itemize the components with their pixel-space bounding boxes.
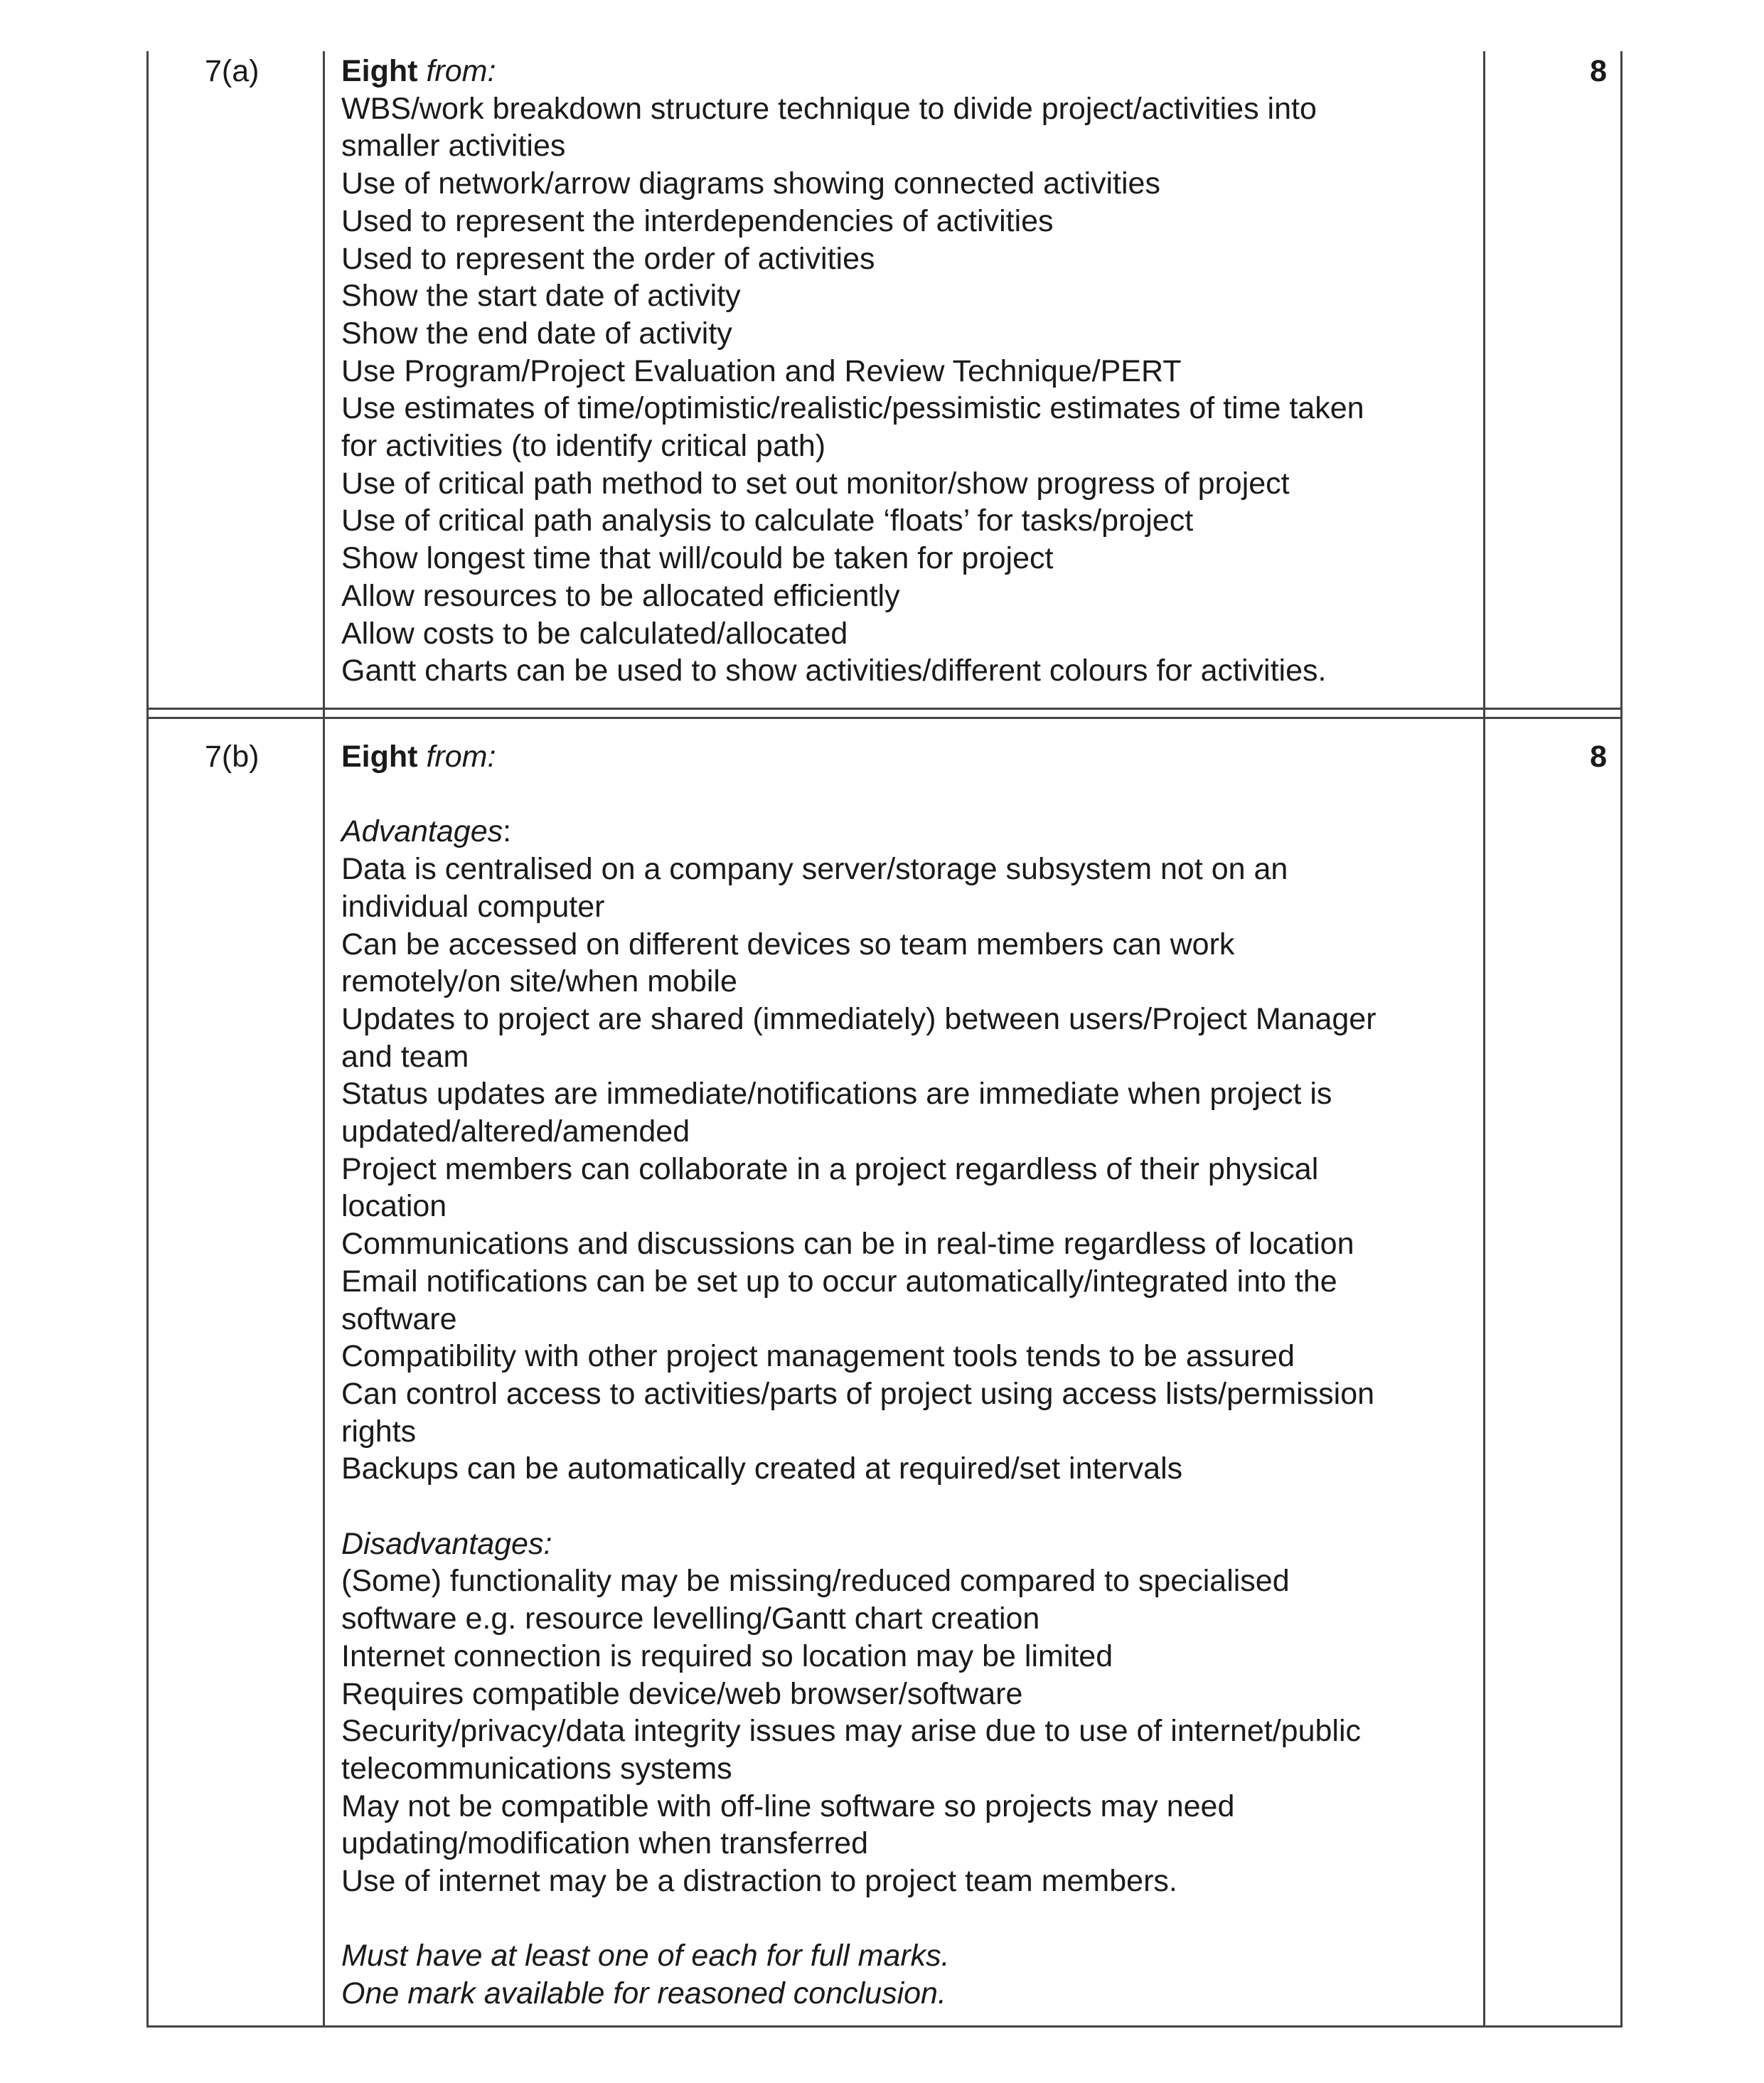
answer-line: Communications and discussions can be in real-time regardless of location [341,1227,1354,1262]
question-number-7a: 7(a) [205,54,260,88]
answer-line: Used to represent the interdependencies of activities [341,203,1054,238]
marking-notes [341,1937,1472,2012]
answer-line: One mark available for reasoned conclusion. [341,1976,946,2011]
answer-line: rights [341,1414,417,1449]
answer-line: Internet connection is required so location may be limited [341,1639,1113,1673]
answer-line: Use estimates of time/optimistic/realistic/pessimistic estimates of time taken [341,391,1364,426]
answer-line: Show the end date of activity [341,316,732,351]
question-number-7b: 7(b) [205,740,260,774]
answer-heading [341,53,1472,90]
table-bottom-border [146,2025,1623,2028]
answer-line: Gantt charts can be used to show activities/different colours for activities. [341,654,1327,688]
disadvantages-label: Disadvantages: [341,1526,552,1561]
disadvantages-points [341,1562,1472,1900]
answer-line: Allow costs to be calculated/allocated [341,616,848,651]
answer-list-7b [341,738,1472,2013]
heading-italic: from: [426,740,496,774]
answer-list-7a [341,53,1472,690]
column-divider-question [323,51,325,2027]
heading-italic: from: [426,54,496,88]
answer-line: Updates to project are shared (immediately) between users/Project Manager [341,1001,1377,1036]
answer-heading [341,738,1472,776]
answer-line: Allow resources to be allocated efficiently [341,578,900,613]
advantages-colon: : [503,814,512,849]
column-divider-answer [1483,51,1485,2027]
answer-line: software e.g. resource levelling/Gantt chart creation [341,1602,1040,1636]
answer-line: software [341,1301,457,1336]
answer-line: Use Program/Project Evaluation and Review Technique/PERT [341,353,1182,388]
answer-line: Must have at least one of each for full marks. [341,1939,950,1973]
answer-line: Data is centralised on a company server/storage subsystem not on an [341,852,1288,887]
row-separator-top [146,708,1623,710]
marks-7a: 8 [1590,54,1607,88]
answer-line: Requires compatible device/web browser/software [341,1676,1023,1711]
answer-line: individual computer [341,889,605,924]
heading-bold: Eight [341,740,418,774]
answer-line: Show longest time that will/could be taken for project [341,541,1054,576]
answer-points [341,90,1472,690]
answer-line: Backups can be automatically created at required/set intervals [341,1451,1183,1486]
spacer [341,1900,1472,1938]
answer-line: location [341,1189,447,1224]
answer-line: updating/modification when transferred [341,1826,868,1861]
answer-line: Use of critical path analysis to calculate ‘floats’ for tasks/project [341,504,1194,538]
answer-line: Use of critical path method to set out monitor/show progress of project [341,466,1290,501]
answer-line: Email notifications can be set up to occur automatically/integrated into the [341,1264,1337,1299]
marks-7b: 8 [1590,740,1607,774]
answer-line: Use of network/arrow diagrams showing connected activities [341,166,1160,201]
heading-bold: Eight [341,54,418,88]
advantages-points [341,851,1472,1488]
answer-line: Project members can collaborate in a project regardless of their physical [341,1151,1319,1186]
answer-line: Can be accessed on different devices so team members can work [341,927,1235,961]
answer-line: (Some) functionality may be missing/reduced compared to specialised [341,1564,1290,1599]
answer-line: Security/privacy/data integrity issues may arise due to use of internet/public [341,1714,1362,1749]
answer-line: remotely/on site/when mobile [341,964,737,999]
answer-line: Show the start date of activity [341,279,741,314]
answer-line: May not be compatible with off-line software so projects may need [341,1789,1235,1823]
answer-line: updated/altered/amended [341,1114,690,1149]
spacer [341,776,1472,814]
answer-line: smaller activities [341,129,566,164]
answer-line: for activities (to identify critical path) [341,429,826,464]
disadvantages-heading [341,1525,1472,1563]
answer-line: and team [341,1039,469,1074]
advantages-heading [341,813,1472,851]
table-right-border [1620,51,1623,2027]
answer-line: Status updates are immediate/notifications are immediate when project is [341,1077,1332,1112]
advantages-label: Advantages [341,814,503,849]
row-separator-bottom [146,717,1623,719]
answer-line: WBS/work breakdown structure technique to divide project/activities into [341,91,1317,126]
table-left-border [146,51,149,2027]
spacer [341,1488,1472,1525]
answer-line: Compatibility with other project management tools tends to be assured [341,1339,1295,1374]
answer-line: telecommunications systems [341,1751,732,1786]
answer-line: Use of internet may be a distraction to project team members. [341,1864,1177,1899]
answer-line: Can control access to activities/parts of project using access lists/permission [341,1376,1375,1411]
answer-line: Used to represent the order of activities [341,241,875,276]
